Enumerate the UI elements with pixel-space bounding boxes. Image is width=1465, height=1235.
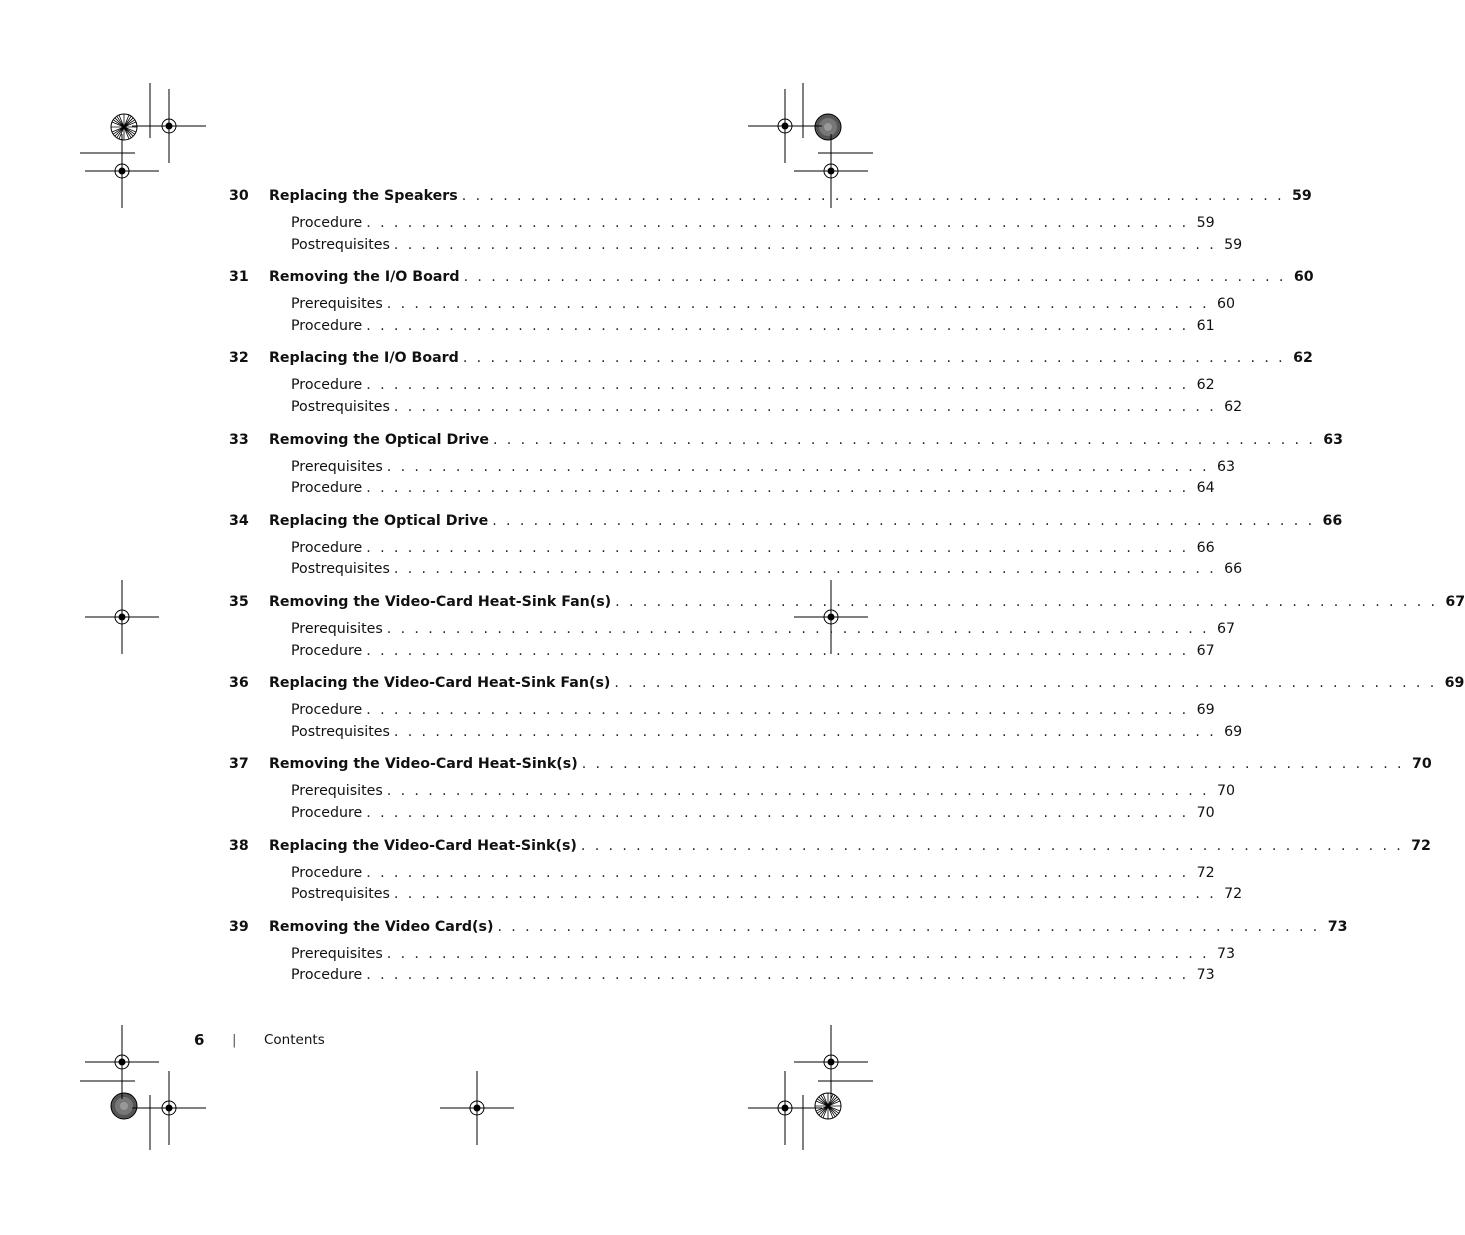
toc-section-entry[interactable] bbox=[229, 702, 1215, 724]
section-page: 59 bbox=[1196, 215, 1215, 231]
chapter-number: 30 bbox=[229, 188, 249, 204]
section-page: 67 bbox=[1196, 642, 1215, 659]
toc-chapter-entry[interactable] bbox=[229, 593, 1465, 621]
chapter-page: 72 bbox=[1411, 837, 1431, 854]
chapter-title: Removing the Optical Drive bbox=[269, 431, 489, 448]
toc-chapter bbox=[229, 431, 1343, 513]
toc-chapter bbox=[229, 188, 1312, 269]
dot-leader: . . . . . . . . . . . . . . . . . . . . . . . . . . . . . . . . . . . . . . . . . . . . . . . . . . . . . . . . . . . . bbox=[615, 593, 1438, 610]
toc-section-entry[interactable] bbox=[229, 886, 1243, 908]
toc-chapter bbox=[229, 837, 1431, 919]
section-title: Procedure bbox=[291, 539, 363, 556]
dot-leader: . . . . . . . . . . . . . . . . . . . . . . . . . . . . . . . . . . . . . . . . . . . . . . . . . . . . . . . . . . . . bbox=[386, 783, 1210, 800]
dot-leader: . . . . . . . . . . . . . . . . . . . . . . . . . . . . . . . . . . . . . . . . . . . . . . . . . . . . . . . . . . . . bbox=[393, 886, 1217, 903]
section-title: Procedure bbox=[291, 967, 363, 984]
toc-section-entry[interactable] bbox=[229, 399, 1243, 421]
dot-leader: . . . . . . . . . . . . . . . . . . . . . . . . . . . . . . . . . . . . . . . . . . . . . . . . . . . . . . . . . . . . bbox=[366, 377, 1189, 394]
toc-chapter bbox=[229, 593, 1465, 675]
toc-chapter bbox=[229, 918, 1348, 1000]
section-title: Postrequisites bbox=[291, 561, 390, 578]
toc-section-entry[interactable] bbox=[229, 561, 1243, 583]
section-title: Postrequisites bbox=[291, 236, 390, 253]
section-page: 73 bbox=[1217, 945, 1236, 962]
chapter-number: 32 bbox=[229, 350, 249, 367]
section-page: 62 bbox=[1224, 399, 1243, 416]
section-page: 63 bbox=[1217, 458, 1236, 475]
footer-page-number: 6 bbox=[194, 1031, 205, 1049]
toc-chapter-entry[interactable] bbox=[229, 512, 1343, 540]
toc-chapter-entry[interactable] bbox=[229, 269, 1314, 296]
section-page: 60 bbox=[1217, 296, 1236, 313]
chapter-title: Removing the Video-Card Heat-Sink(s) bbox=[269, 756, 578, 773]
section-title: Procedure bbox=[291, 377, 363, 394]
toc-chapter bbox=[229, 350, 1313, 431]
toc-section-entry[interactable] bbox=[229, 236, 1243, 259]
section-page: 66 bbox=[1224, 561, 1243, 578]
chapter-page: 60 bbox=[1293, 269, 1314, 286]
section-page: 69 bbox=[1224, 723, 1243, 740]
dot-leader: . . . . . . . . . . . . . . . . . . . . . . . . . . . . . . . . . . . . . . . . . . . . . . . . . . . . . . . . . . . . bbox=[386, 458, 1210, 475]
section-title: Prerequisites bbox=[291, 783, 383, 800]
dot-leader: . . . . . . . . . . . . . . . . . . . . . . . . . . . . . . . . . . . . . . . . . . . . . . . . . . . . . . . . . . . . bbox=[366, 864, 1189, 881]
toc-chapter bbox=[229, 756, 1432, 837]
chapter-number: 37 bbox=[229, 756, 249, 773]
section-page: 62 bbox=[1196, 377, 1215, 394]
dot-leader: . . . . . . . . . . . . . . . . . . . . . . . . . . . . . . . . . . . . . . . . . . . . . . . . . . . . . . . . . . . . bbox=[497, 918, 1320, 935]
dot-leader: . . . . . . . . . . . . . . . . . . . . . . . . . . . . . . . . . . . . . . . . . . . . . . . . . . . . . . . . . . . . bbox=[386, 620, 1210, 637]
dot-leader: . . . . . . . . . . . . . . . . . . . . . . . . . . . . . . . . . . . . . . . . . . . . . . . . . . . . . . . . . . . . bbox=[614, 675, 1437, 692]
section-title: Procedure bbox=[291, 864, 363, 881]
dot-leader: . . . . . . . . . . . . . . . . . . . . . . . . . . . . . . . . . . . . . . . . . . . . . . . . . . . . . . . . . . . . bbox=[393, 723, 1217, 740]
chapter-title: Replacing the Optical Drive bbox=[269, 512, 489, 529]
footer-separator: | bbox=[232, 1032, 237, 1048]
footer-label: Contents bbox=[264, 1032, 325, 1048]
dot-leader: . . . . . . . . . . . . . . . . . . . . . . . . . . . . . . . . . . . . . . . . . . . . . . . . . . . . . . . . . . . . bbox=[581, 756, 1404, 773]
toc-section-entry[interactable] bbox=[229, 945, 1236, 968]
toc-section-entry[interactable] bbox=[229, 215, 1215, 237]
dot-leader: . . . . . . . . . . . . . . . . . . . . . . . . . . . . . . . . . . . . . . . . . . . . . . . . . . . . . . . . . . . . bbox=[366, 642, 1189, 659]
toc-section-entry[interactable] bbox=[229, 296, 1236, 318]
toc-chapter-entry[interactable] bbox=[229, 188, 1312, 215]
section-title: Procedure bbox=[291, 480, 363, 497]
section-title: Prerequisites bbox=[291, 296, 383, 313]
dot-leader: . . . . . . . . . . . . . . . . . . . . . . . . . . . . . . . . . . . . . . . . . . . . . . . . . . . . . . . . . . . . bbox=[462, 350, 1286, 367]
chapter-page: 66 bbox=[1322, 512, 1343, 529]
toc-chapter-entry[interactable] bbox=[229, 837, 1431, 865]
dot-leader: . . . . . . . . . . . . . . . . . . . . . . . . . . . . . . . . . . . . . . . . . . . . . . . . . . . . . . . . . . . . bbox=[366, 215, 1189, 231]
section-title: Prerequisites bbox=[291, 945, 383, 962]
section-page: 72 bbox=[1224, 886, 1243, 903]
chapter-title: Removing the Video-Card Heat-Sink Fan(s) bbox=[269, 593, 612, 610]
toc-section-entry[interactable] bbox=[229, 317, 1215, 340]
dot-leader: . . . . . . . . . . . . . . . . . . . . . . . . . . . . . . . . . . . . . . . . . . . . . . . . . . . . . . . . . . . . bbox=[492, 431, 1316, 448]
dot-leader: . . . . . . . . . . . . . . . . . . . . . . . . . . . . . . . . . . . . . . . . . . . . . . . . . . . . . . . . . . . . bbox=[393, 399, 1217, 416]
dot-leader: . . . . . . . . . . . . . . . . . . . . . . . . . . . . . . . . . . . . . . . . . . . . . . . . . . . . . . . . . . . . bbox=[366, 805, 1189, 821]
toc-section-entry[interactable] bbox=[229, 620, 1236, 643]
toc-section-entry[interactable] bbox=[229, 480, 1215, 502]
chapter-number: 34 bbox=[229, 512, 249, 529]
chapter-page: 67 bbox=[1445, 593, 1465, 610]
section-title: Postrequisites bbox=[291, 399, 390, 416]
section-page: 61 bbox=[1196, 317, 1215, 334]
section-page: 70 bbox=[1217, 783, 1236, 800]
dot-leader: . . . . . . . . . . . . . . . . . . . . . . . . . . . . . . . . . . . . . . . . . . . . . . . . . . . . . . . . . . . . bbox=[386, 945, 1210, 962]
chapter-page: 69 bbox=[1444, 675, 1465, 692]
dot-leader: . . . . . . . . . . . . . . . . . . . . . . . . . . . . . . . . . . . . . . . . . . . . . . . . . . . . . . . . . . . . bbox=[492, 512, 1315, 529]
dot-leader: . . . . . . . . . . . . . . . . . . . . . . . . . . . . . . . . . . . . . . . . . . . . . . . . . . . . . . . . . . . . bbox=[366, 967, 1189, 984]
toc-chapter-entry[interactable] bbox=[229, 675, 1465, 702]
dot-leader: . . . . . . . . . . . . . . . . . . . . . . . . . . . . . . . . . . . . . . . . . . . . . . . . . . . . . . . . . . . . bbox=[393, 561, 1217, 578]
section-title: Prerequisites bbox=[291, 458, 383, 475]
dot-leader: . . . . . . . . . . . . . . . . . . . . . . . . . . . . . . . . . . . . . . . . . . . . . . . . . . . . . . . . . . . . bbox=[461, 188, 1285, 204]
toc-chapter-entry[interactable] bbox=[229, 350, 1313, 377]
chapter-number: 39 bbox=[229, 918, 249, 935]
toc-section-entry[interactable] bbox=[229, 539, 1215, 562]
toc-section-entry[interactable] bbox=[229, 805, 1215, 827]
toc-section-entry[interactable] bbox=[229, 723, 1243, 746]
section-page: 70 bbox=[1196, 805, 1215, 821]
section-page: 67 bbox=[1217, 620, 1236, 637]
dot-leader: . . . . . . . . . . . . . . . . . . . . . . . . . . . . . . . . . . . . . . . . . . . . . . . . . . . . . . . . . . . . bbox=[366, 480, 1189, 497]
section-title: Postrequisites bbox=[291, 723, 390, 740]
chapter-title: Replacing the Speakers bbox=[269, 188, 458, 204]
dot-leader: . . . . . . . . . . . . . . . . . . . . . . . . . . . . . . . . . . . . . . . . . . . . . . . . . . . . . . . . . . . . bbox=[393, 236, 1217, 253]
chapter-number: 38 bbox=[229, 837, 249, 854]
toc-chapter bbox=[229, 675, 1465, 756]
chapter-page: 63 bbox=[1323, 431, 1343, 448]
toc-section-entry[interactable] bbox=[229, 458, 1236, 481]
toc-section-entry[interactable] bbox=[229, 864, 1215, 887]
section-page: 64 bbox=[1196, 480, 1215, 497]
section-page: 73 bbox=[1196, 967, 1215, 984]
chapter-title: Removing the I/O Board bbox=[269, 269, 460, 286]
table-of-contents bbox=[229, 188, 1465, 1000]
toc-chapter-entry[interactable] bbox=[229, 918, 1348, 946]
section-page: 66 bbox=[1196, 539, 1215, 556]
chapter-title: Replacing the I/O Board bbox=[269, 350, 459, 367]
dot-leader: . . . . . . . . . . . . . . . . . . . . . . . . . . . . . . . . . . . . . . . . . . . . . . . . . . . . . . . . . . . . bbox=[386, 296, 1210, 313]
section-title: Postrequisites bbox=[291, 886, 390, 903]
toc-chapter-entry[interactable] bbox=[229, 431, 1343, 459]
section-title: Procedure bbox=[291, 702, 363, 719]
section-title: Procedure bbox=[291, 215, 363, 231]
toc-section-entry[interactable] bbox=[229, 967, 1215, 989]
chapter-page: 62 bbox=[1293, 350, 1313, 367]
toc-chapter-entry[interactable] bbox=[229, 756, 1432, 783]
dot-leader: . . . . . . . . . . . . . . . . . . . . . . . . . . . . . . . . . . . . . . . . . . . . . . . . . . . . . . . . . . . . bbox=[463, 269, 1286, 286]
chapter-number: 31 bbox=[229, 269, 249, 286]
section-page: 59 bbox=[1224, 236, 1243, 253]
toc-chapter bbox=[229, 269, 1314, 350]
section-page: 69 bbox=[1196, 702, 1215, 719]
chapter-title: Replacing the Video-Card Heat-Sink Fan(s) bbox=[269, 675, 611, 692]
dot-leader: . . . . . . . . . . . . . . . . . . . . . . . . . . . . . . . . . . . . . . . . . . . . . . . . . . . . . . . . . . . . bbox=[366, 539, 1189, 556]
toc-section-entry[interactable] bbox=[229, 783, 1236, 805]
chapter-page: 73 bbox=[1327, 918, 1348, 935]
chapter-number: 35 bbox=[229, 593, 249, 610]
section-title: Prerequisites bbox=[291, 620, 383, 637]
chapter-number: 33 bbox=[229, 431, 249, 448]
section-title: Procedure bbox=[291, 805, 363, 821]
section-page: 72 bbox=[1196, 864, 1215, 881]
toc-section-entry[interactable] bbox=[229, 642, 1215, 665]
dot-leader: . . . . . . . . . . . . . . . . . . . . . . . . . . . . . . . . . . . . . . . . . . . . . . . . . . . . . . . . . . . . bbox=[366, 317, 1189, 334]
chapter-page: 59 bbox=[1292, 188, 1312, 204]
section-title: Procedure bbox=[291, 317, 363, 334]
toc-section-entry[interactable] bbox=[229, 377, 1215, 399]
toc-chapter bbox=[229, 512, 1343, 594]
section-title: Procedure bbox=[291, 642, 363, 659]
dot-leader: . . . . . . . . . . . . . . . . . . . . . . . . . . . . . . . . . . . . . . . . . . . . . . . . . . . . . . . . . . . . bbox=[580, 837, 1404, 854]
dot-leader: . . . . . . . . . . . . . . . . . . . . . . . . . . . . . . . . . . . . . . . . . . . . . . . . . . . . . . . . . . . . bbox=[366, 702, 1189, 719]
chapter-number: 36 bbox=[229, 675, 249, 692]
chapter-title: Replacing the Video-Card Heat-Sink(s) bbox=[269, 837, 577, 854]
chapter-page: 70 bbox=[1411, 756, 1432, 773]
chapter-title: Removing the Video Card(s) bbox=[269, 918, 494, 935]
